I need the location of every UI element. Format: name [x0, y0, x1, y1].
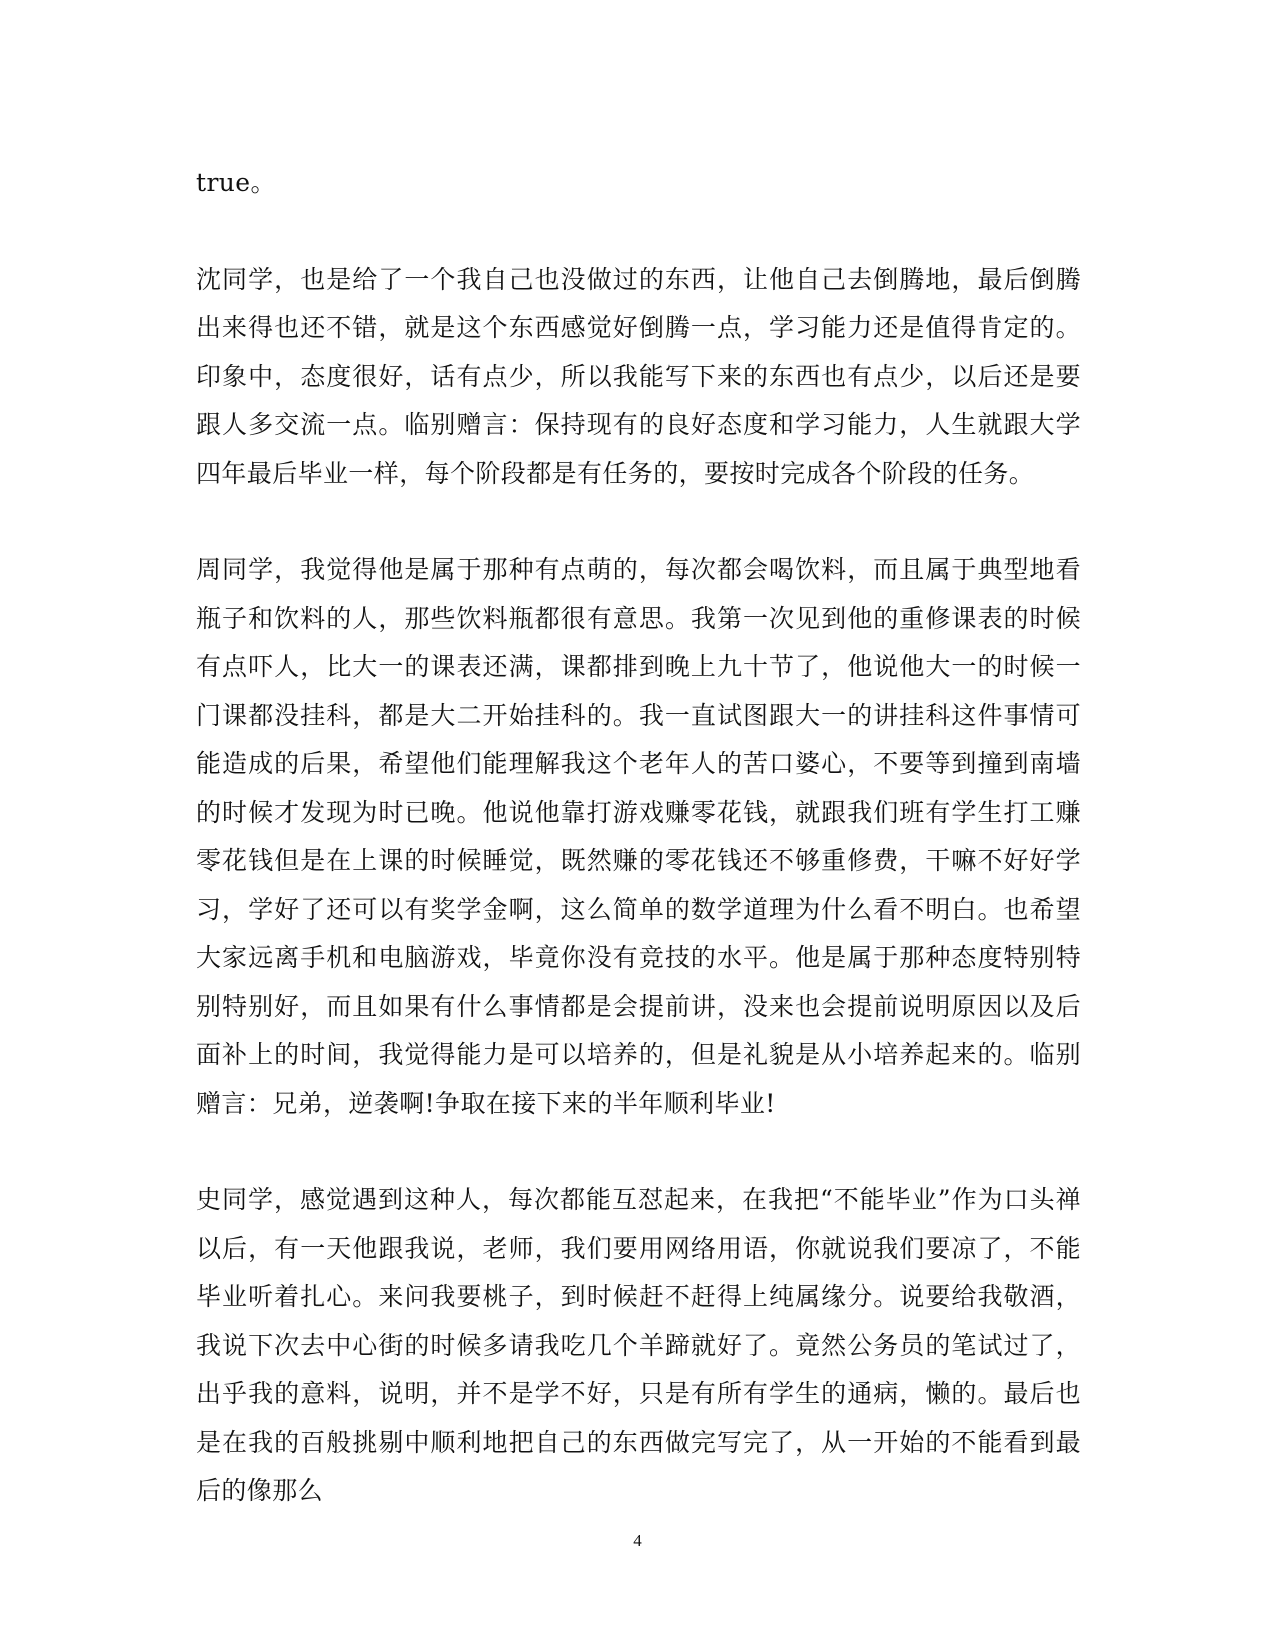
- paragraph-spacer: [196, 208, 1081, 256]
- paragraph-shen: 沈同学，也是给了一个我自己也没做过的东西，让他自己去倒腾地，最后倒腾出来得也还不错，就是这个东西感觉好倒腾一点，学习能力还是值得肯定的。印象中，态度很好，话有点少，所以我能写下来的东西也有点少，以后还是要跟人多交流一点。临别赠言：保持现有的良好态度和学习能力，人生就跟大学四年最后毕业一样，每个阶段都是有任务的，要按时完成各个阶段的任务。: [196, 264, 1081, 488]
- paragraph-spacer: [196, 498, 1081, 546]
- paragraph-true: true。: [196, 168, 276, 197]
- paragraph-zhou: 周同学，我觉得他是属于那种有点萌的，每次都会喝饮料，而且属于典型地看瓶子和饮料的人，那些饮料瓶都很有意思。我第一次见到他的重修课表的时候有点吓人，比大一的课表还满，课都排到晚上九十节了，他说他大一的时候一门课都没挂科，都是大二开始挂科的。我一直试图跟大一的讲挂科这件事情可能造成的后果，希望他们能理解我这个老年人的苦口婆心，不要等到撞到南墙的时候才发现为时已晚。他说他靠打游戏赚零花钱，就跟我们班有学生打工赚零花钱但是在上课的时候睡觉，既然赚的零花钱还不够重修费，干嘛不好好学习，学好了还可以有奖学金啊，这么简单的数学道理为什么看不明白。也希望大家远离手机和电脑游戏，毕竟你没有竞技的水平。他是属于那种态度特别特别特别好，而且如果有什么事情都是会提前讲，没来也会提前说明原因以及后面补上的时间，我觉得能力是可以培养的，但是礼貌是从小培养起来的。临别赠言：兄弟，逆袭啊!争取在接下来的半年顺利毕业!: [196, 555, 1081, 1118]
- page-number: 4: [633, 1531, 642, 1550]
- document-body: [196, 159, 1081, 1516]
- paragraph-shi: 史同学，感觉遇到这种人，每次都能互怼起来，在我把“不能毕业”作为口头禅以后，有一天他跟我说，老师，我们要用网络用语，你就说我们要凉了，不能毕业听着扎心。来问我要桃子，到时候赶不赶得上纯属缘分。说要给我敬酒，我说下次去中心街的时候多请我吃几个羊蹄就好了。竟然公务员的笔试过了，出乎我的意料，说明，并不是学不好，只是有所有学生的通病，懒的。最后也是在我的百般挑剔中顺利地把自己的东西做完写完了，从一开始的不能看到最后的像那么: [196, 1185, 1081, 1505]
- paragraph-spacer: [196, 1128, 1081, 1176]
